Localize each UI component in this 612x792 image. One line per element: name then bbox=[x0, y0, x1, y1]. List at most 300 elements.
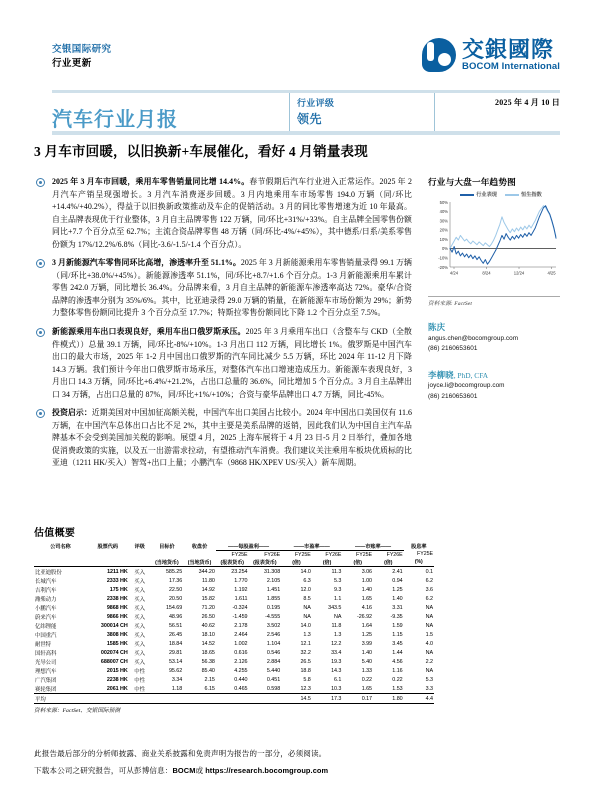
report-date: 2025 年 4 月 10 日 bbox=[495, 98, 560, 107]
title-rule-bottom bbox=[52, 131, 560, 135]
table-cell bbox=[129, 694, 151, 704]
download-line bbox=[34, 762, 434, 779]
table-group-header-row bbox=[34, 542, 434, 551]
table-cell: 2238 HK bbox=[106, 676, 128, 683]
table-cell: 32.2 bbox=[300, 649, 311, 656]
table-cell: 3.3 bbox=[425, 685, 433, 692]
table-cell bbox=[216, 694, 249, 704]
col-pe-fy25: FY25E bbox=[294, 551, 311, 558]
table-row bbox=[34, 675, 434, 684]
table-cell: 1.25 bbox=[361, 631, 372, 638]
table-cell: 长城汽车 bbox=[35, 578, 57, 585]
table-cell: 1.40 bbox=[361, 586, 372, 593]
rating-label: 行业评级 bbox=[297, 98, 335, 108]
svg-text:4/25: 4/25 bbox=[547, 270, 556, 276]
table-cell: 12.3 bbox=[300, 685, 311, 692]
table-cell: 广汽集团 bbox=[35, 677, 57, 684]
legend-swatch-icon bbox=[505, 194, 519, 196]
table-cell: 53.14 bbox=[168, 658, 183, 665]
research-line: 交银国际研究 bbox=[52, 45, 112, 55]
table-cell: 6.2 bbox=[425, 595, 433, 602]
svg-text:-10%: -10% bbox=[438, 255, 448, 261]
table-cell: 71.20 bbox=[201, 604, 215, 611]
valuation-table bbox=[34, 542, 434, 704]
table-body bbox=[34, 567, 434, 704]
table-cell bbox=[87, 694, 129, 704]
table-cell: NA bbox=[425, 622, 433, 629]
svg-text:0%: 0% bbox=[441, 246, 448, 252]
table-cell: 2.178 bbox=[234, 622, 248, 629]
table-row bbox=[34, 612, 434, 621]
table-cell: 蔚来汽车 bbox=[35, 614, 57, 621]
unit-pe-fy26: (倍) bbox=[312, 558, 343, 567]
table-cell: 14.0 bbox=[300, 568, 311, 575]
table-row bbox=[34, 567, 434, 577]
table-cell: 3.99 bbox=[361, 640, 372, 647]
bullet-text: 2025 年 3 月新能源乘用车零售销量录得 99.1 万辆（同/环比+38.0%/+45%）。新能源渗透率 51.1%，同/环比+8.7/+1.6 个百分点。1-3 月新能源乘用车累计零售 242.0 万辆，同比增长 36.4%。分品牌来看，3 月自主品牌的新能源车渗透率高达 72%。豪华/合资品牌的渗透率分别为 35%/6%。其中，比亚迪录得 29.0 万辆的销量，在新能源车市场份额为 29%；新势力整体零售份额同比提升 3 个百分点至 17.7%；特斯拉零售份额同比下降 1.2 个百分点至 7.5%。 bbox=[52, 258, 412, 318]
bocom-logo bbox=[422, 38, 560, 72]
table-cell: 1.40 bbox=[392, 595, 403, 602]
table-cell: 买入 bbox=[134, 650, 145, 657]
table-cell: 14.0 bbox=[300, 622, 311, 629]
table-cell: 26.50 bbox=[201, 613, 215, 620]
sidebar bbox=[428, 176, 560, 402]
table-cell: 1.5 bbox=[425, 631, 433, 638]
table-cell: NA bbox=[303, 604, 311, 611]
table-cell: 002074 CH bbox=[100, 649, 128, 656]
trend-chart bbox=[428, 199, 560, 295]
legend-item-industry bbox=[460, 191, 497, 198]
title-row bbox=[52, 93, 560, 131]
table-cell: 3.34 bbox=[171, 676, 183, 683]
list-item bbox=[34, 176, 412, 251]
table-row bbox=[34, 694, 434, 704]
table-cell: 15.82 bbox=[201, 595, 215, 602]
disclaimer-text: 此报告最后部分的分析师披露、商业关系披露和免责声明为报告的一部分，必须阅读。 bbox=[34, 749, 327, 758]
table-cell: 2.105 bbox=[266, 577, 281, 584]
bullet-lead: 3 月新能源汽车零售同环比高增，渗透率升至 51.1%。 bbox=[52, 258, 241, 268]
table-cell: 2.126 bbox=[234, 658, 248, 665]
table-cell: 买入 bbox=[134, 614, 145, 621]
table-cell: 2333 HK bbox=[106, 577, 128, 584]
table-cell: 8.5 bbox=[303, 595, 311, 602]
col-eps-fy26: FY26E bbox=[264, 551, 281, 558]
table-row bbox=[34, 576, 434, 585]
table-cell: NA bbox=[425, 667, 433, 674]
table-cell: 4.0 bbox=[425, 640, 433, 647]
table-cell: 3.45 bbox=[392, 640, 403, 647]
analyst-1 bbox=[428, 321, 560, 355]
table-cell: 40.62 bbox=[201, 622, 215, 629]
table-cell: 14.52 bbox=[201, 640, 215, 647]
table-cell: 17.3 bbox=[312, 694, 343, 704]
table-cell: 6.15 bbox=[204, 685, 215, 692]
table-cell: 14.3 bbox=[331, 667, 342, 674]
svg-text:12/24: 12/24 bbox=[513, 270, 525, 276]
table-cell: 买入 bbox=[134, 659, 145, 666]
table-cell: 亿纬锂能 bbox=[35, 623, 57, 630]
table-cell: 29.81 bbox=[168, 649, 183, 656]
analyst-name: 李柳晓 bbox=[428, 370, 454, 380]
table-cell: 2338 HK bbox=[106, 595, 128, 602]
table-cell: 中性 bbox=[134, 686, 145, 693]
bullet-text: 2025 年 3 月乘用车出口（含整车与 CKD（全散件模式））总量 39.1 万辆，同/环比-8%/+10%。1-3 月出口 112 万辆，同比增长 1%。俄罗斯是中国汽车出口的最大市场，2025 年 1-2 月中国出口俄罗斯的汽车同比减少 5.5 万辆，环比 2024 年 11-12 月下降 14.3 万辆。我们预计今年出口俄罗斯市场承压，对整体汽车出口增速造成压力。新能源车表现良好，3 月出口 14.3 万辆，同/环比+6.4%/+21.2%，占出口总量的 36.6%，同比增加 5 个百分点。3 月自主品牌出口 34 万辆，占出口总量的 87%，同/环比+1%/+10%；合资与豪华品牌出口 4.7 万辆，同比-45%。 bbox=[52, 327, 412, 399]
table-unit-row bbox=[34, 558, 434, 567]
logo-text-cn: 交銀國際 bbox=[462, 37, 555, 62]
valuation-section bbox=[34, 524, 434, 714]
unit-pe-fy25: (倍) bbox=[281, 558, 312, 567]
svg-text:4/24: 4/24 bbox=[449, 270, 459, 276]
analyst-name-row bbox=[428, 321, 560, 334]
bloomberg-code: BOCM bbox=[172, 766, 196, 775]
table-source-note: 资料来源：FactSet、交银国际预测 bbox=[34, 708, 121, 714]
table-cell: -9.35 bbox=[390, 613, 403, 620]
table-cell: 3.31 bbox=[392, 604, 403, 611]
table-cell: 300014 CH bbox=[100, 622, 128, 629]
table-cell: 1.80 bbox=[373, 694, 404, 704]
table-cell: 0.451 bbox=[266, 676, 281, 683]
bocom-logo-icon bbox=[422, 38, 456, 72]
table-cell: 1.59 bbox=[392, 622, 403, 629]
table-year-header-row bbox=[34, 551, 434, 559]
table-cell: 1.192 bbox=[234, 586, 248, 593]
table-cell: 耐世特 bbox=[35, 641, 52, 648]
table-cell: 14.92 bbox=[201, 586, 215, 593]
unit-target-price: (当地货币) bbox=[151, 558, 184, 567]
unit-pb-fy25: (倍) bbox=[342, 558, 373, 567]
table-cell: 175 HK bbox=[109, 586, 128, 593]
chart-title: 行业与大盘一年趋势图 bbox=[428, 177, 516, 187]
table-cell: -26.92 bbox=[356, 613, 372, 620]
table-cell: 买入 bbox=[134, 578, 145, 585]
table-cell: 343.5 bbox=[328, 604, 342, 611]
table-cell: 33.4 bbox=[331, 649, 342, 656]
table-cell: 买入 bbox=[134, 632, 145, 639]
table-cell: 26.45 bbox=[168, 631, 183, 638]
unit-rating bbox=[129, 558, 151, 567]
legend-item-index bbox=[505, 191, 542, 198]
table-cell: 1.855 bbox=[266, 595, 281, 602]
table-cell: 比亚迪股份 bbox=[35, 569, 62, 576]
spacer bbox=[34, 551, 87, 559]
table-cell: 4.4 bbox=[404, 694, 434, 704]
unit-code bbox=[87, 558, 129, 567]
table-cell: -0.324 bbox=[232, 604, 248, 611]
svg-text:20%: 20% bbox=[439, 227, 448, 233]
col-target-price: 目标价 bbox=[159, 543, 175, 550]
col-pe-fy26: FY26E bbox=[325, 551, 342, 558]
analyst-email[interactable]: angus.chen@bocomgroup.com bbox=[428, 334, 519, 342]
body-column bbox=[34, 176, 412, 476]
table-cell: 0.465 bbox=[234, 685, 248, 692]
table-cell: 1.451 bbox=[266, 586, 281, 593]
table-cell: 4.56 bbox=[392, 658, 403, 665]
table-cell: 2.41 bbox=[392, 568, 403, 575]
table-cell: 国轩高科 bbox=[35, 650, 57, 657]
table-cell: 1585 HK bbox=[106, 640, 128, 647]
table-cell: 5.3 bbox=[334, 577, 342, 584]
table-cell: 中性 bbox=[134, 677, 145, 684]
unit-eps-fy25: (报表货币) bbox=[216, 558, 249, 567]
table-cell: 0.616 bbox=[234, 649, 248, 656]
table-cell: 2061 HK bbox=[106, 685, 128, 692]
bullet-icon bbox=[36, 409, 45, 418]
col-rating: 评级 bbox=[134, 543, 145, 550]
chart-legend bbox=[428, 191, 560, 198]
table-cell: 1.25 bbox=[392, 586, 403, 593]
table-cell: 中国重汽 bbox=[35, 632, 57, 639]
table-cell: -1.459 bbox=[232, 613, 248, 620]
table-cell: 1.53 bbox=[392, 685, 403, 692]
table-cell: 12.0 bbox=[300, 586, 311, 593]
table-cell: 0.22 bbox=[392, 676, 403, 683]
legend-swatch-icon bbox=[460, 194, 474, 196]
analyst-2 bbox=[428, 369, 560, 403]
table-cell: 0.195 bbox=[266, 604, 281, 611]
list-item bbox=[34, 407, 412, 470]
table-cell: 11.3 bbox=[331, 568, 342, 575]
table-cell: 3.06 bbox=[361, 568, 372, 575]
table-cell: 买入 bbox=[134, 605, 145, 612]
group-eps: ——每股盈利—— bbox=[216, 542, 281, 551]
table-cell: 2.884 bbox=[266, 658, 281, 665]
table-cell: 26.5 bbox=[300, 658, 311, 665]
svg-text:-20%: -20% bbox=[438, 264, 448, 270]
table-cell: 赛轮集团 bbox=[35, 686, 57, 693]
table-cell: NA bbox=[425, 649, 433, 656]
table-cell: 潍柴动力 bbox=[35, 596, 57, 603]
table-cell: 小鹏汽车 bbox=[35, 605, 57, 612]
table-cell: NA bbox=[425, 604, 433, 611]
col-pb-fy25: FY25E bbox=[356, 551, 372, 558]
research-url[interactable]: https://research.bocomgroup.com bbox=[205, 766, 329, 775]
spacer bbox=[183, 551, 216, 559]
table-row bbox=[34, 603, 434, 612]
table-cell: 中性 bbox=[134, 668, 145, 675]
svg-text:30%: 30% bbox=[439, 218, 448, 224]
table-cell: 17.36 bbox=[168, 577, 183, 584]
table-cell bbox=[151, 694, 184, 704]
doc-type-label: 行业更新 bbox=[52, 59, 92, 69]
table-cell: 5.440 bbox=[266, 667, 281, 674]
chart-source-note: 资料来源: FactSet bbox=[428, 296, 560, 307]
analyst-phone: (86) 2160653601 bbox=[428, 345, 478, 352]
table-cell: 3.502 bbox=[266, 622, 281, 629]
table-cell: 1.65 bbox=[361, 595, 372, 602]
table-cell: 14.5 bbox=[281, 694, 312, 704]
analyst-name-row bbox=[428, 369, 560, 382]
table-cell: 1.15 bbox=[392, 631, 403, 638]
legend-label: 行业表现 bbox=[476, 192, 497, 198]
bullet-lead: 2025 年 3 月车市回暖，乘用车零售销量同比增 14.4%。 bbox=[52, 177, 250, 186]
footer bbox=[34, 745, 434, 779]
group-pe: ——市盈率—— bbox=[281, 542, 342, 551]
col-eps-fy25: FY25E bbox=[231, 551, 248, 558]
status-badge: 领先 bbox=[297, 112, 323, 126]
col-pb-fy26: FY26E bbox=[386, 551, 403, 558]
table-cell: 5.40 bbox=[361, 658, 372, 665]
col-code: 股票代码 bbox=[97, 543, 119, 550]
group-pb: ——市账率—— bbox=[342, 542, 403, 551]
table-cell: 22.50 bbox=[168, 586, 183, 593]
table-cell: 买入 bbox=[134, 587, 145, 594]
table-cell: 1211 HK bbox=[107, 568, 128, 575]
table-cell: NA bbox=[303, 613, 311, 620]
table-row bbox=[34, 630, 434, 639]
headline: 3 月车市回暖，以旧换新+车展催化，看好 4 月销量表现 bbox=[34, 144, 368, 159]
table-cell: 6.2 bbox=[425, 577, 433, 584]
table-cell: 1.44 bbox=[392, 649, 403, 656]
table-cell: 1.1 bbox=[334, 595, 342, 602]
table-cell: 12.2 bbox=[331, 640, 342, 647]
masthead bbox=[52, 37, 560, 88]
table-cell: 9868 HK bbox=[106, 604, 128, 611]
spacer bbox=[151, 551, 184, 559]
svg-text:50%: 50% bbox=[439, 199, 448, 205]
table-cell: 1.104 bbox=[266, 640, 281, 647]
group-dy: 股息率 bbox=[411, 543, 427, 550]
table-cell: 2015 HK bbox=[106, 667, 128, 674]
table-row bbox=[34, 657, 434, 666]
table-cell: 9.3 bbox=[334, 586, 342, 593]
table-cell: 2.464 bbox=[234, 631, 248, 638]
table-cell: 理想汽车 bbox=[35, 668, 57, 675]
table-cell: -4.555 bbox=[265, 613, 281, 620]
bullet-lead: 新能源乘用车出口表现良好，乘用车出口俄罗斯承压。 bbox=[52, 327, 246, 337]
spacer bbox=[87, 551, 129, 559]
table-cell: 9866 HK bbox=[106, 613, 128, 620]
table-cell: 1.3 bbox=[334, 631, 342, 638]
table-row bbox=[34, 594, 434, 603]
table-cell: 48.96 bbox=[168, 613, 183, 620]
table-cell: 4.16 bbox=[361, 604, 372, 611]
table-cell: 吉利汽车 bbox=[35, 587, 57, 594]
table-row bbox=[34, 684, 434, 694]
table-cell: 0.598 bbox=[266, 685, 281, 692]
unit-company bbox=[34, 558, 87, 567]
table-cell: 0.546 bbox=[266, 649, 281, 656]
table-cell: 0.22 bbox=[361, 676, 372, 683]
table-cell: 11.80 bbox=[202, 577, 215, 584]
table-cell: 10.3 bbox=[331, 685, 342, 692]
unit-dy-fy25: (%) bbox=[404, 558, 434, 567]
table-cell: NA bbox=[333, 613, 342, 620]
analyst-name: 陈庆 bbox=[428, 323, 446, 332]
table-cell: 3.6 bbox=[425, 586, 433, 593]
table-cell: 1.611 bbox=[234, 595, 248, 602]
table-cell: 0.94 bbox=[392, 577, 403, 584]
table-cell: 5.8 bbox=[303, 676, 311, 683]
bullet-icon bbox=[36, 328, 45, 337]
table-cell: 1.18 bbox=[171, 685, 183, 692]
table-cell: 585.25 bbox=[165, 568, 183, 575]
table-cell: 买入 bbox=[134, 569, 145, 576]
list-item bbox=[34, 326, 412, 401]
table-cell: 2.546 bbox=[266, 631, 281, 638]
table-cell: 1.16 bbox=[392, 667, 403, 674]
table-cell: 3808 HK bbox=[106, 631, 128, 638]
table-cell: 688007 CH bbox=[100, 658, 128, 665]
table-cell: 1.00 bbox=[361, 577, 372, 584]
list-item bbox=[34, 257, 412, 320]
svg-text:8/24: 8/24 bbox=[482, 270, 491, 276]
analyst-phone: (86) 2160653601 bbox=[428, 392, 478, 400]
table-cell: 1.002 bbox=[234, 640, 248, 647]
table-cell: 31.308 bbox=[263, 568, 281, 575]
table-cell: 买入 bbox=[134, 641, 145, 648]
table-cell: 5.3 bbox=[425, 676, 433, 683]
analyst-suffix: , PhD, CFA bbox=[453, 370, 489, 380]
table-row bbox=[34, 648, 434, 657]
page-title: 汽车行业月报 bbox=[52, 109, 178, 131]
title-divider-1 bbox=[289, 93, 290, 131]
table-cell: NA bbox=[425, 613, 433, 620]
table-row bbox=[34, 585, 434, 594]
trend-chart-svg bbox=[428, 199, 560, 281]
table-row bbox=[34, 666, 434, 675]
unit-pb-fy26: (倍) bbox=[373, 558, 404, 567]
table-cell: 2.2 bbox=[425, 658, 433, 665]
unit-eps-fy26: (报表货币) bbox=[249, 558, 282, 567]
table-cell bbox=[249, 694, 282, 704]
table-cell bbox=[183, 694, 216, 704]
col-company: 公司名称 bbox=[50, 543, 71, 550]
table-cell: 18.65 bbox=[201, 649, 215, 656]
table-cell: 18.8 bbox=[300, 667, 311, 674]
table-row bbox=[34, 639, 434, 648]
col-dy-fy25: FY25E bbox=[417, 551, 433, 558]
analyst-email[interactable]: joyce.li@bocomgroup.com bbox=[428, 382, 505, 389]
table-cell: 买入 bbox=[134, 623, 145, 630]
table-cell: 19.3 bbox=[331, 658, 342, 665]
table-cell: 买入 bbox=[134, 596, 145, 603]
svg-text:40%: 40% bbox=[439, 209, 448, 215]
bullet-icon bbox=[36, 259, 45, 268]
table-cell: 1.64 bbox=[361, 622, 372, 629]
col-close-price: 收盘价 bbox=[191, 543, 208, 550]
bullet-icon bbox=[36, 178, 45, 187]
table-cell: 18.10 bbox=[201, 631, 215, 638]
table-cell: 6.3 bbox=[303, 577, 311, 584]
table-cell: 1.33 bbox=[361, 667, 372, 674]
unit-close-price: (当地货币) bbox=[183, 558, 216, 567]
table-cell: 11.8 bbox=[331, 622, 342, 629]
table-cell: 1.3 bbox=[303, 631, 311, 638]
bullet-text: 春节假期后汽车行业进入正常运作。2025 年 2 月汽车产销呈现强增长。3 月汽车消费逐步回暖。3 月内地乘用车市场零售 194.0 万辆（同/环比+14.4%/+40.2%），得益于以旧换新政策推动及车企的促销活动。3 月的同比零售增速为近 10 年最高。自主品牌表现优于行业整体，3 月自主品牌零售 122 万辆，同/环比+31%/+33%。自主品牌全国零售份额同比+7.7 个百分点至 62.7%；主流合资品牌零售 48 万辆（同/环比-4%/+45%），其中德系/日系/美系零售份额为 17%/12.2%/6.8%（同比-3.6/-1.5/-1.4 个百分点）。 bbox=[52, 177, 413, 249]
table-cell: 6.1 bbox=[334, 676, 342, 683]
table-cell: 1.65 bbox=[361, 685, 372, 692]
table-cell: 2.15 bbox=[204, 676, 215, 683]
table-cell: 95.62 bbox=[168, 667, 183, 674]
table-cell: 1.770 bbox=[234, 577, 248, 584]
table-cell: 0.1 bbox=[425, 568, 433, 575]
table-cell: 56.51 bbox=[168, 622, 183, 629]
table-cell: 23.254 bbox=[231, 568, 248, 575]
table-cell: 85.40 bbox=[201, 667, 215, 674]
table-head bbox=[34, 542, 434, 567]
table-cell: 344.20 bbox=[198, 568, 215, 575]
table-cell: 20.50 bbox=[168, 595, 183, 602]
download-join: 或 bbox=[195, 766, 204, 775]
table-cell: 12.1 bbox=[300, 640, 311, 647]
valuation-heading: 估值概要 bbox=[34, 528, 76, 539]
table-cell: 154.69 bbox=[165, 604, 183, 611]
table-cell: 1.40 bbox=[361, 649, 372, 656]
spacer bbox=[129, 551, 151, 559]
table-cell: 光导公司 bbox=[35, 659, 57, 666]
table-cell: 18.84 bbox=[168, 640, 183, 647]
table-row bbox=[34, 621, 434, 630]
